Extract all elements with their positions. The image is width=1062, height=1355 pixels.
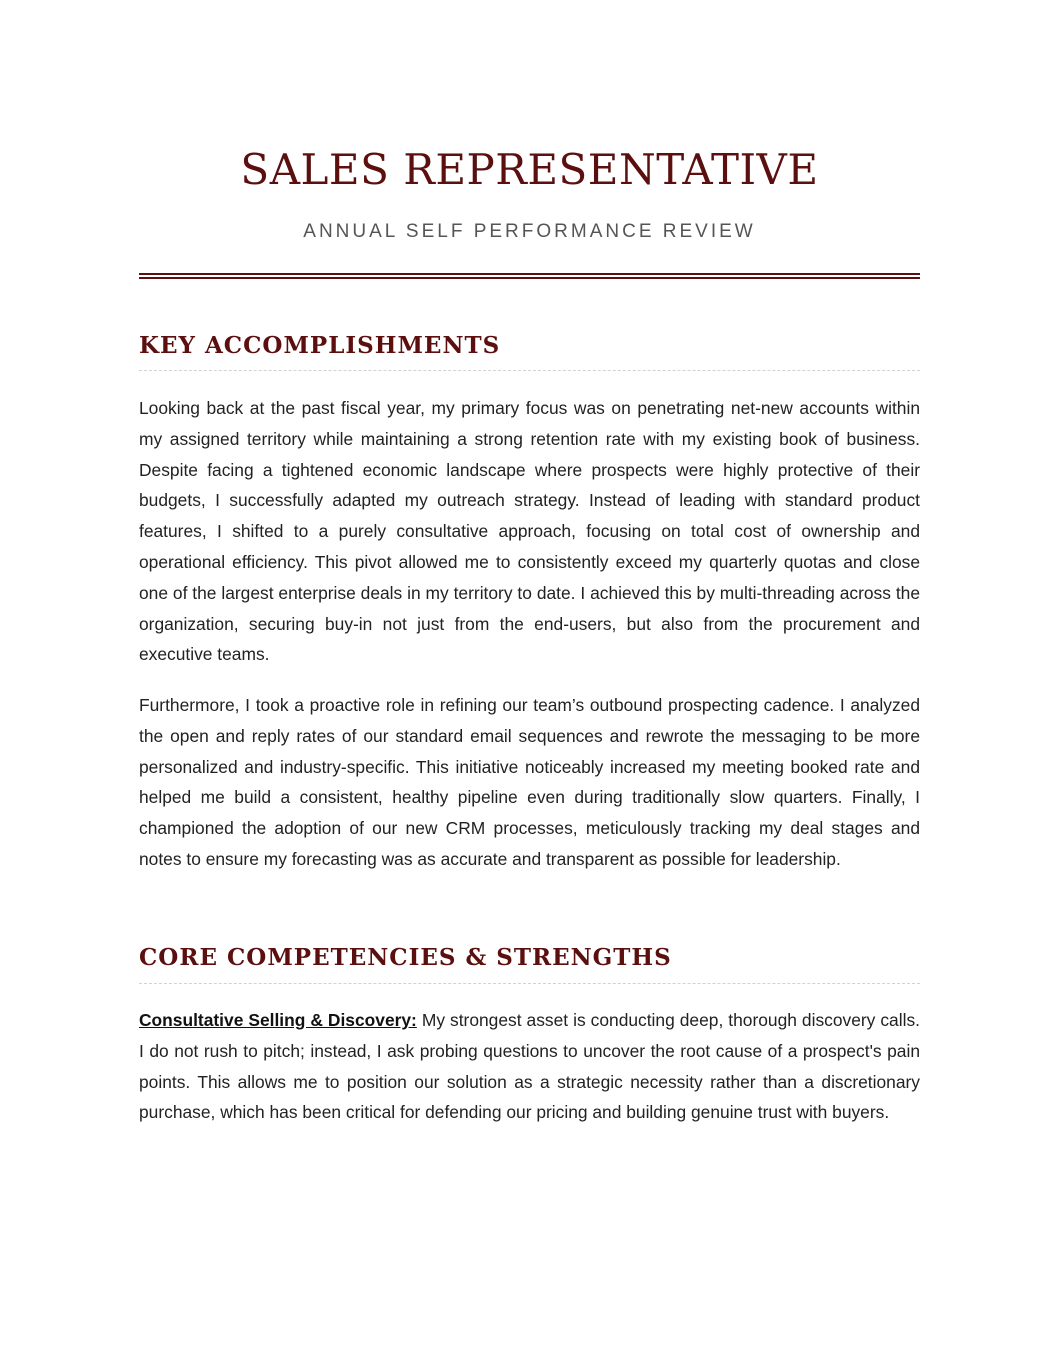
document-title: SALES REPRESENTATIVE (240, 145, 819, 194)
section-divider (139, 370, 920, 371)
section-divider (139, 983, 920, 984)
competency-label: Consultative Selling & Discovery: (139, 1010, 417, 1030)
section-heading-core-competencies: CORE COMPETENCIES & STRENGTHS (139, 944, 672, 971)
accomplishments-paragraph-1: Looking back at the past fiscal year, my primary focus was on penetrating net-new accounts within my assigned territory while maintaining a strong retention rate with my existing book of business. Despite facing a tightened economic landscape where prospects were highly protective of their budgets, I successfully adapted my outreach strategy. Instead of leading with standard product features, I shifted to a purely consultative approach, focusing on total cost of ownership and operational efficiency. This pivot allowed me to consistently exceed my quarterly quotas and close one of the largest enterprise deals in my territory to date. I achieved this by multi-threading across the organization, securing buy-in not just from the end-users, but also from the procurement and executive teams. (139, 398, 920, 665)
competency-text: My strongest asset is conducting deep, thorough discovery calls. I do not rush to pitch; instead, I ask probing questions to uncover the root cause of a prospect's pain points. This allows me to position our solution as a strategic necessity rather than a discretionary purchase, which has been critical for defending our pricing and building genuine trust with buyers. (139, 1010, 920, 1123)
document-subtitle: ANNUAL SELF PERFORMANCE REVIEW (303, 221, 756, 242)
competency-item (139, 1005, 920, 1128)
accomplishments-paragraph-2: Furthermore, I took a proactive role in refining our team’s outbound prospecting cadence. I analyzed the open and reply rates of our standard email sequences and rewrote the messaging to be more personalized and industry-specific. This initiative noticeably increased my meeting booked rate and helped me build a consistent, healthy pipeline even during traditionally slow quarters. Finally, I championed the adoption of our new CRM processes, meticulously tracking my deal stages and notes to ensure my forecasting was as accurate and transparent as possible for leadership. (139, 695, 920, 869)
title-double-rule (139, 273, 920, 279)
section-heading-key-accomplishments: KEY ACCOMPLISHMENTS (139, 332, 501, 359)
